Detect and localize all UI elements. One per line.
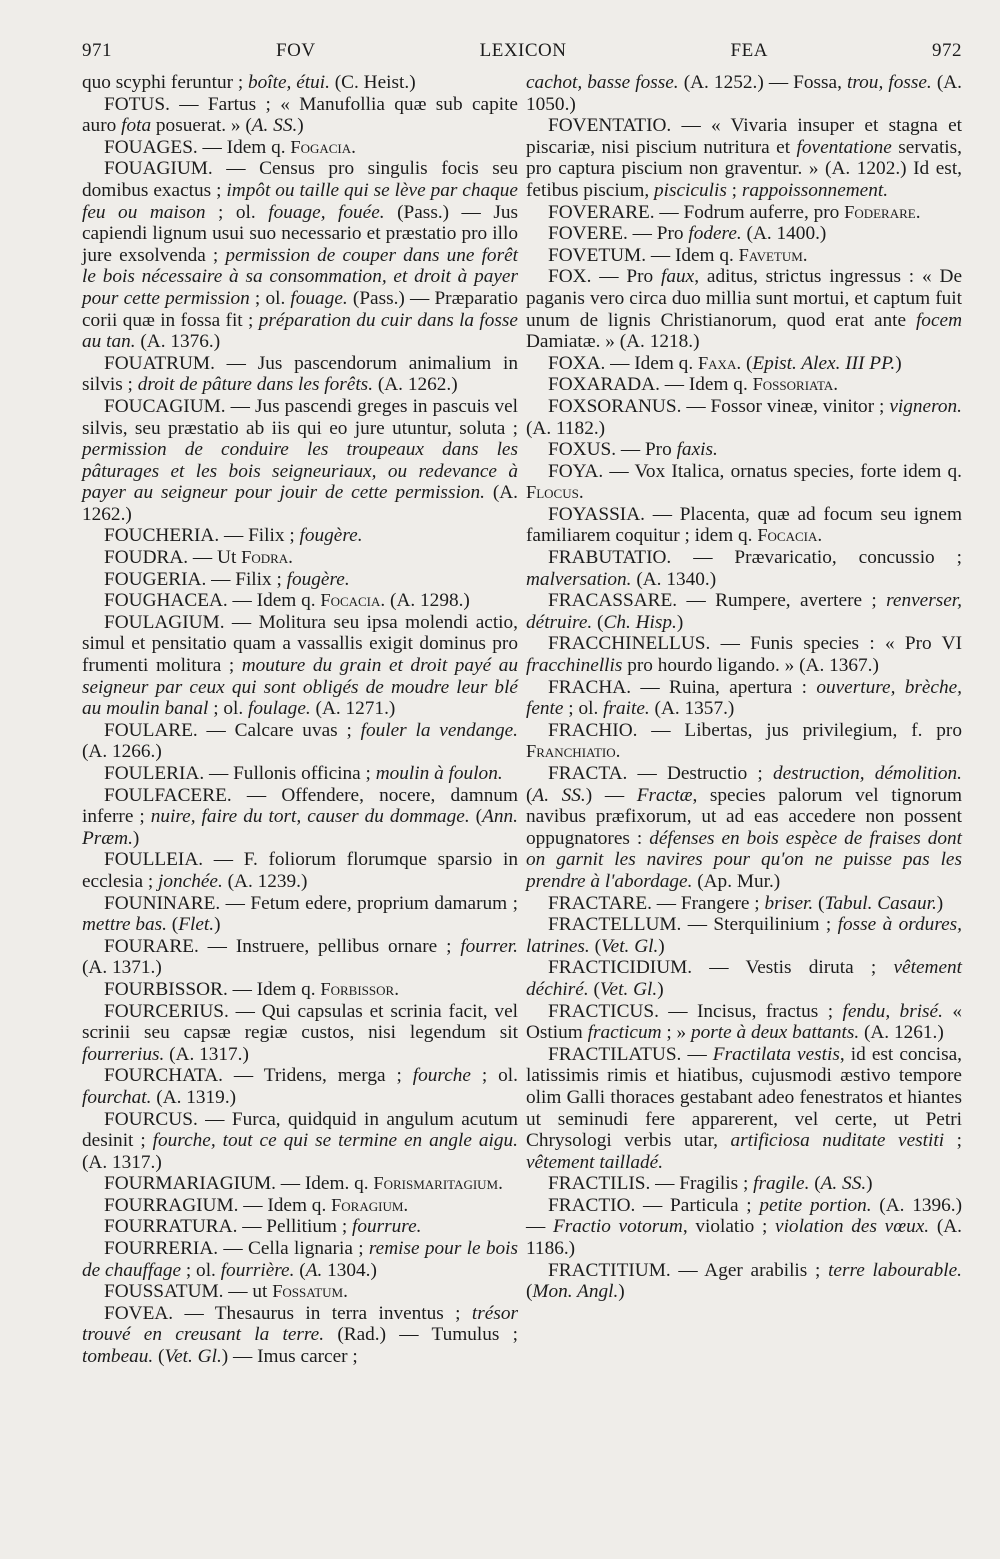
page-number-left: 971	[82, 40, 112, 61]
dictionary-entry: FOURRATURA. — Pellitium ; fourrure.	[104, 1216, 422, 1238]
dictionary-entry: FOUATRUM. — Jus pascendorum animalium in silvis ; droit de pâture dans les forêts. (A. 1262.)	[82, 352, 518, 396]
dictionary-entry: FRACTA. — Destructio ; destruction, démolition. (A. SS.) — Fractæ, species palorum vel tignorum navibus præfixorum, ut ad eas accedere non possent oppugnatores : défenses en bois espèce de fraises dont on garnit les navires pour qu'on ne puisse pas les prendre à l'abordage. (Ap. Mur.)	[526, 763, 962, 892]
dictionary-entry: FOXUS. — Pro faxis.	[548, 439, 718, 461]
dictionary-entry: FOULFACERE. — Offendere, nocere, damnum inferre ; nuire, faire du tort, causer du dommage. (Ann. Præm.)	[82, 784, 518, 849]
dictionary-entry: FOXSORANUS. — Fossor vineæ, vinitor ; vigneron. (A. 1182.)	[526, 395, 962, 439]
dictionary-entry: FOVERARE. — Fodrum auferre, pro Foderare.	[548, 201, 921, 223]
dictionary-entry: FOVENTATIO. — « Vivaria insuper et stagna et piscariæ, nisi piscium nutritura et foventatione servatis, pro captura piscium non graventur. » (A. 1202.) Id est, fetibus piscium, pisciculis ; rappoissonnement.	[526, 115, 962, 201]
dictionary-entry: FOUAGES. — Idem q. Fogacia.	[104, 136, 356, 158]
dictionary-entry: FRACTILIS. — Fragilis ; fragile. (A. SS.)	[548, 1173, 873, 1195]
dictionary-entry: FOURRERIA. — Cella lignaria ; remise pour le bois de chauffage ; ol. fourrière. (A. 1304.)	[82, 1238, 518, 1281]
dictionary-entry: FRACCHINELLUS. — Funis species : « Pro VI fracchinellis pro hourdo ligando. » (A. 1367.)	[526, 633, 962, 677]
dictionary-entry: FOXA. — Idem q. Faxa. (Epist. Alex. III PP.)	[548, 352, 902, 374]
dictionary-entry: FOUAGIUM. — Census pro singulis focis seu domibus exactus ; impôt ou taille qui se lève par chaque feu ou maison ; ol. fouage, fouée. (Pass.) — Jus capiendi lignum usui suo necessario et præstatio pro illo jure exsolvenda ; permission de couper dans une forêt le bois nécessaire à sa consommation, et droit à payer pour cette permission ; ol. fouage. (Pass.) — Præparatio corii quæ in fossa fit ; préparation du cuir dans la fosse au tan. (A. 1376.)	[82, 158, 518, 353]
dictionary-entry: FRACASSARE. — Rumpere, avertere ; renverser, détruire. (Ch. Hisp.)	[526, 590, 962, 633]
dictionary-entry: FOURARE. — Instruere, pellibus ornare ; fourrer. (A. 1371.)	[82, 935, 518, 979]
dictionary-entry: FOULARE. — Calcare uvas ; fouler la vendange. (A. 1266.)	[82, 719, 518, 763]
dictionary-entry: cachot, basse fosse. (A. 1252.) — Fossa, trou, fosse. (A. 1050.)	[526, 72, 962, 115]
dictionary-entry: FOUCAGIUM. — Jus pascendi greges in pascuis vel silvis, seu præstatio ab iis qui eo jure utuntur, soluta ; permission de conduire les troupeaux dans les pâturages et les bois seigneuriaux, ou redevance à payer au seigneur pour jouir de cette permission. (A. 1262.)	[82, 395, 518, 525]
dictionary-entry: FRACHA. — Ruina, apertura : ouverture, brèche, fente ; ol. fraite. (A. 1357.)	[526, 676, 962, 720]
dictionary-entry: FOURBISSOR. — Idem q. Forbissor.	[104, 978, 400, 1000]
dictionary-entry: FOURMARIAGIUM. — Idem. q. Forismaritagium.	[104, 1173, 503, 1195]
dictionary-entry: FOYASSIA. — Placenta, quæ ad focum seu ignem familiarem coquitur ; idem q. Focacia.	[526, 503, 962, 547]
dictionary-entry: FRACTILATUS. — Fractilata vestis, id est concisa, latissimis rimis et hiatibus, cujusmodi æstivo tempore olim Galli thoraces gestabant adeo fenestratos et hiantes ut seminudi fere apparerent, vel certe, ut Petri Chrysologi verbis utar, artificiosa nuditate vestiti ; vêtement tailladé.	[526, 1043, 962, 1173]
dictionary-entry: FOVEA. — Thesaurus in terra inventus ; trésor trouvé en creusant la terre. (Rad.) — Tumulus ; tombeau. (Vet. Gl.) — Imus carcer ;	[82, 1302, 518, 1368]
dictionary-entry: FOUSSATUM. — ut Fossatum.	[104, 1281, 348, 1303]
dictionary-entry: FOVETUM. — Idem q. Favetum.	[548, 244, 808, 266]
guide-word-left: FOV	[276, 40, 316, 61]
dictionary-entry: FOURCHATA. — Tridens, merga ; fourche ; ol. fourchat. (A. 1319.)	[82, 1065, 518, 1108]
dictionary-entry: FRABUTATIO. — Prævaricatio, concussio ; malversation. (A. 1340.)	[526, 547, 962, 590]
dictionary-entry: FOVERE. — Pro fodere. (A. 1400.)	[548, 223, 827, 245]
guide-word-right: FEA	[730, 40, 768, 61]
dictionary-entry: FRACTITIUM. — Ager arabilis ; terre labourable. (Mon. Angl.)	[526, 1259, 962, 1303]
running-title: LEXICON	[479, 40, 567, 61]
right-column	[526, 72, 962, 1368]
dictionary-entry: FOX. — Pro faux, aditus, strictus ingressus : « De paganis vero circa duo millia sunt mortui, et captum fuit unum de lignis Christianorum, quod erat ante focem Damiatæ. » (A. 1218.)	[526, 266, 962, 353]
dictionary-entry: quo scyphi feruntur ; boîte, étui. (C. Heist.)	[82, 72, 416, 93]
dictionary-entry: FOUNINARE. — Fetum edere, proprium damarum ; mettre bas. (Flet.)	[82, 892, 518, 936]
dictionary-entry: FOUDRA. — Ut Fodra.	[104, 547, 293, 569]
dictionary-entry: FOUGERIA. — Filix ; fougère.	[104, 568, 350, 590]
dictionary-entry: FOULAGIUM. — Molitura seu ipsa molendi actio, simul et pensitatio quam a vassallis exigit dominus pro frumenti molitura ; mouture du grain et droit payé au seigneur par ceux qui sont obligés de moudre leur blé au moulin banal ; ol. foulage. (A. 1271.)	[82, 611, 518, 720]
dictionary-entry: FRACTICIDIUM. — Vestis diruta ; vêtement déchiré. (Vet. Gl.)	[526, 957, 962, 1000]
dictionary-entry: FOXARADA. — Idem q. Fossoriata.	[548, 374, 839, 396]
dictionary-entry: FOYA. — Vox Italica, ornatus species, forte idem q. Flocus.	[526, 460, 962, 504]
dictionary-entry: FOULLEIA. — F. foliorum florumque sparsio in ecclesia ; jonchée. (A. 1239.)	[82, 849, 518, 892]
left-column	[82, 72, 518, 1368]
dictionary-entry: FRACHIO. — Libertas, jus privilegium, f. pro Franchiatio.	[526, 719, 962, 763]
running-header	[82, 40, 962, 70]
text-columns	[82, 72, 962, 1368]
dictionary-entry: FOURRAGIUM. — Idem q. Foragium.	[104, 1194, 409, 1216]
dictionary-entry: FOUGHACEA. — Idem q. Focacia. (A. 1298.)	[104, 590, 470, 612]
dictionary-entry: FRACTIO. — Particula ; petite portion. (A. 1396.) — Fractio votorum, violatio ; violation des vœux. (A. 1186.)	[526, 1194, 963, 1260]
page-number-right: 972	[932, 40, 962, 61]
dictionary-entry: FOURCERIUS. — Qui capsulas et scrinia facit, vel scrinii seu capsæ regiæ custos, nisi legendum sit fourrerius. (A. 1317.)	[82, 1000, 518, 1065]
dictionary-entry: FRACTARE. — Frangere ; briser. (Tabul. Casaur.)	[548, 892, 944, 914]
dictionary-entry: FOURCUS. — Furca, quidquid in angulum acutum desinit ; fourche, tout ce qui se termine en angle aigu. (A. 1317.)	[82, 1108, 518, 1173]
dictionary-entry: FRACTICUS. — Incisus, fractus ; fendu, brisé. « Ostium fracticum ; » porte à deux battants. (A. 1261.)	[526, 1000, 962, 1044]
dictionary-entry: FOTUS. — Fartus ; « Manufollia quæ sub capite auro fota posuerat. » (A. SS.)	[82, 93, 518, 137]
dictionary-entry: FOULERIA. — Fullonis officina ; moulin à foulon.	[104, 763, 503, 784]
dictionary-entry: FOUCHERIA. — Filix ; fougère.	[104, 525, 363, 547]
dictionary-entry: FRACTELLUM. — Sterquilinium ; fosse à ordures, latrines. (Vet. Gl.)	[526, 914, 962, 957]
